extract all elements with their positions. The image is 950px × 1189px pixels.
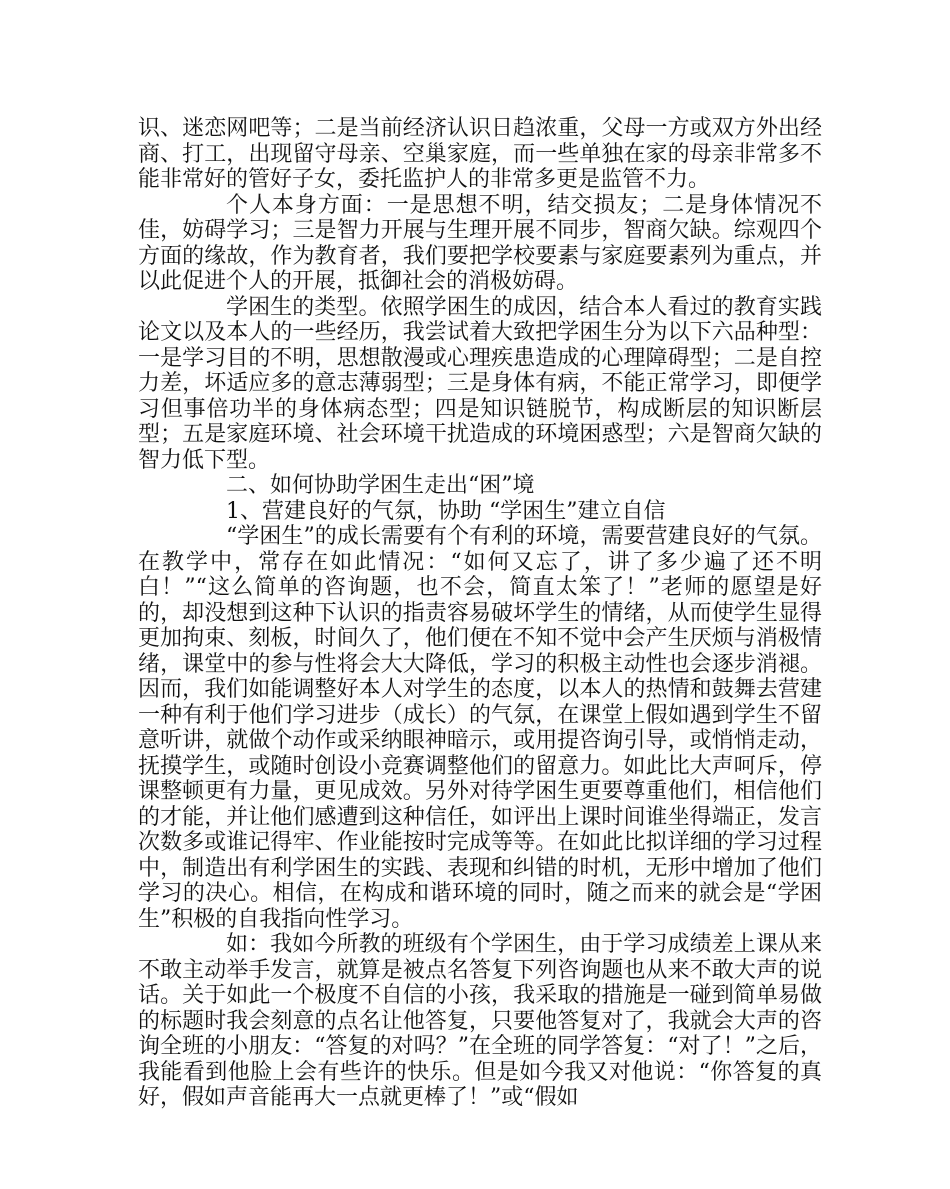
paragraph-student-types: 学困生的类型。依照学困生的成因，结合本人看过的教育实践论文以及本人的一些经历，我尝试着大致把学困生分为以下六品种型：一是学习目的不明，思想散漫或心理疾患造成的心理障碍型；二是自控力差，坏适应多的意志薄弱型；三是身体有病，不能正常学习，即便学习但事倍功半的身体病态型；四是知识链脱节，构成断层的知识断层型；五是家庭环境、社会环境干扰造成的环境困惑型；六是智商欠缺的智力低下型。 — [138, 294, 822, 473]
subsection-heading: 1、营建良好的气氛，协助 “学困生”建立自信 — [226, 498, 666, 524]
section-heading: 二、如何协助学困生走出“困”境 — [226, 473, 535, 498]
document-body — [138, 116, 822, 1111]
paragraph-atmosphere: “学困生”的成长需要有个有利的环境，需要营建良好的气氛。在教学中，常存在如此情况：“如何又忘了，讲了多少遍了还不明白！”“这么简单的咨询题，也不会，简直太笨了！”老师的愿望是好的，却没想到这种下认识的指责容易破坏学生的情绪，从而使学生显得更加拘束、刻板，时间久了，他们便在不知不觉中会产生厌烦与消极情绪，课堂中的参与性将会大大降低，学习的积极主动性也会逐步消褪。因而，我们如能调整好本人对学生的态度，以本人的热情和鼓舞去营建一种有利于他们学习进步（成长）的气氛，在课堂上假如遇到学生不留意听讲，就做个动作或采纳眼神暗示，或用提咨询引导，或悄悄走动，抚摸学生，或随时创设小竞赛调整他们的留意力。如此比大声呵斥，停课整顿更有力量，更见成效。另外对待学困生更要尊重他们，相信他们的才能，并让他们感遭到这种信任，如评出上课时间谁坐得端正，发言次数多或谁记得牢、作业能按时完成等等。在如此比拟详细的学习过程中，制造出有利学困生的实践、表现和纠错的时机，无形中增加了他们学习的决心。相信，在构成和谐环境的同时，随之而来的就会是“学困生”积极的自我指向性学习。 — [138, 524, 822, 932]
paragraph-personal-factors: 个人本身方面：一是思想不明，结交损友；二是身体情况不佳，妨碍学习；三是智力开展与生理开展不同步，智商欠缺。综观四个方面的缘故，作为教育者，我们要把学校要素与家庭要素列为重点，并以此促进个人的开展，抵御社会的消极妨碍。 — [138, 192, 822, 294]
paragraph-continuation: 识、迷恋网吧等；二是当前经济认识日趋浓重，父母一方或双方外出经商、打工，出现留守母亲、空巢家庭，而一些单独在家的母亲非常多不能非常好的管好子女，委托监护人的非常多更是监管不力。 — [138, 116, 822, 192]
paragraph-example: 如：我如今所教的班级有个学困生，由于学习成绩差上课从来不敢主动举手发言，就算是被点名答复下列咨询题也从来不敢大声的说话。关于如此一个极度不自信的小孩，我采取的措施是一碰到简单易做的标题时我会刻意的点名让他答复，只要他答复对了，我就会大声的咨询全班的小朋友：“答复的对吗？”在全班的同学答复：“对了！”之后，我能看到他脸上会有些许的快乐。但是如今我又对他说：“你答复的真好，假如声音能再大一点就更棒了！”或“假如 — [138, 932, 822, 1110]
